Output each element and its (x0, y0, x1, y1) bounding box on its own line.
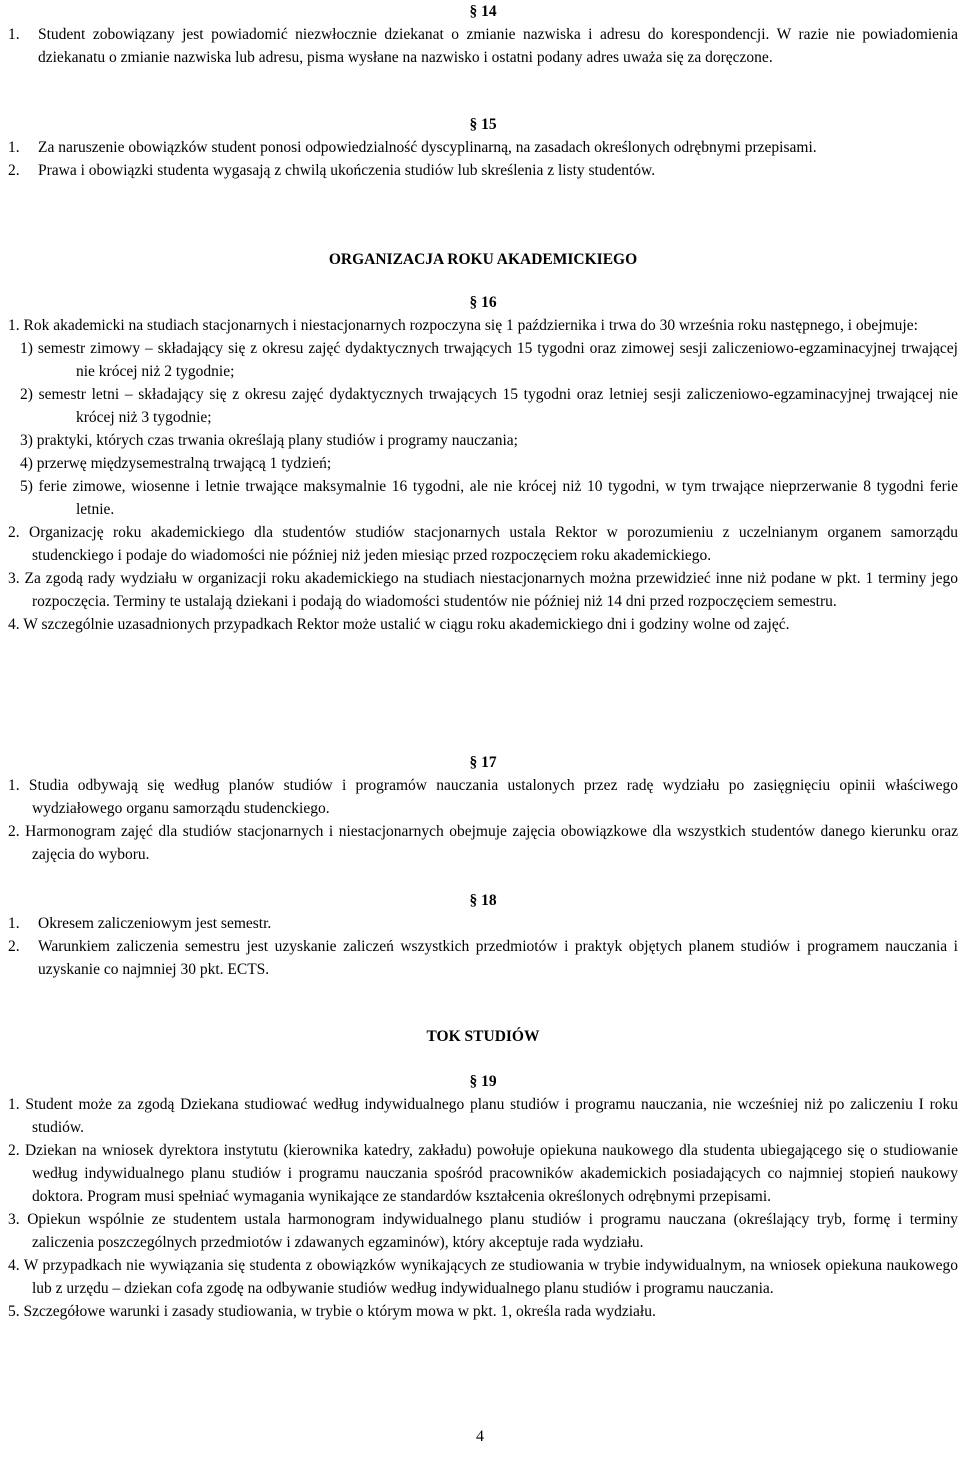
item-number: 2. (8, 938, 20, 955)
paragraph-title: § 19 (469, 1073, 497, 1090)
list-item (8, 23, 958, 69)
list-item (8, 159, 958, 182)
section-16 (8, 291, 958, 636)
list-item: 1. Studia odbywają się według planów studiów i programów nauczania ustalonych przez radę wydziału po zasięgnięciu opinii właściwego wydziałowego organu samorządu studenckiego. (8, 777, 958, 817)
item-text: Prawa i obowiązki studenta wygasają z chwilą ukończenia studiów lub skreślenia z listy studentów. (38, 162, 656, 179)
list-item: 4. W przypadkach nie wywiązania się studenta z obowiązków wynikających ze studiowania w trybie indywidualnym, na wniosek opiekuna naukowego lub z urzędu – dziekan cofa zgodę na odbywanie studiów według indywidualnego planu studiów i programu nauczania. (8, 1257, 958, 1297)
list-item: 3. Za zgodą rady wydziału w organizacji roku akademickiego na studiach niestacjonarnych można przewidzieć inne niż podane w pkt. 1 terminy jego rozpoczęcia. Terminy te ustalają dziekani i podają do wiadomości studentów nie później niż 14 dni przed rozpoczęciem semestru. (8, 570, 958, 610)
page-number: 4 (476, 1428, 484, 1445)
paragraph-title: § 14 (469, 3, 497, 20)
section-heading: ORGANIZACJA ROKU AKADEMICKIEGO (328, 251, 638, 268)
item-number: 1. (8, 26, 20, 43)
list-item: 1. Student może za zgodą Dziekana studiować według indywidualnego planu studiów i programu nauczania, nie wcześniej niż po zaliczeniu I roku studiów. (8, 1096, 958, 1136)
sub-item: 3) praktyki, których czas trwania określają plany studiów i programy nauczania; (20, 432, 518, 449)
heading-organizacja (8, 248, 958, 271)
list-item (8, 935, 958, 981)
sub-item: 5) ferie zimowe, wiosenne i letnie trwające maksymalnie 16 tygodni, ale nie krócej niż 10 tygodni, w tym trwające nieprzerwanie 8 tygodni ferie letnie. (20, 478, 958, 518)
item-text: Warunkiem zaliczenia semestru jest uzyskanie zaliczeń wszystkich przedmiotów i praktyk objętych planem studiów i programem nauczania i uzyskanie co najmniej 30 pkt. ECTS. (38, 938, 958, 978)
list-item (8, 136, 958, 159)
paragraph-title: § 15 (469, 116, 497, 133)
section-19 (8, 1070, 958, 1323)
item-text: Okresem zaliczeniowym jest semestr. (38, 915, 272, 932)
item-number: 1. (8, 915, 20, 932)
list-item: 3. Opiekun wspólnie ze studentem ustala harmonogram indywidualnego planu studiów i programu nauczana (określający tryb, formę i terminy zaliczenia poszczególnych przedmiotów i zdawanych egzaminów), który akceptuje rada wydziału. (8, 1211, 958, 1251)
paragraph-title: § 16 (469, 294, 497, 311)
section-18 (8, 889, 958, 981)
list-item: 2. Organizację roku akademickiego dla studentów studiów stacjonarnych ustala Rektor w porozumieniu z uczelnianym organem samorządu studenckiego i podaje do wiadomości nie później niż jeden miesiąc przed rozpoczęciem roku akademickiego. (8, 524, 958, 564)
section-14 (8, 0, 958, 69)
section-17 (8, 751, 958, 866)
list-item: 2. Harmonogram zajęć dla studiów stacjonarnych i niestacjonarnych obejmuje zajęcia obowiązkowe dla wszystkich studentów danego kierunku oraz zajęcia do wyboru. (8, 823, 958, 863)
paragraph-title: § 18 (469, 892, 497, 909)
list-item (8, 912, 958, 935)
item-number: 2. (8, 162, 20, 179)
list-item: 4. W szczególnie uzasadnionych przypadkach Rektor może ustalić w ciągu roku akademickiego dni i godziny wolne od zajęć. (8, 616, 790, 633)
section-15 (8, 113, 958, 182)
sub-item: 2) semestr letni – składający się z okresu zajęć dydaktycznych trwających 15 tygodni oraz letniej sesji zaliczeniowo-egzaminacyjnej trwającej nie krócej niż 3 tygodnie; (20, 386, 958, 426)
list-item: 5. Szczegółowe warunki i zasady studiowania, w trybie o którym mowa w pkt. 1, określa rada wydziału. (8, 1303, 656, 1320)
sub-item: 4) przerwę międzysemestralną trwającą 1 tydzień; (20, 455, 332, 472)
paragraph-title: § 17 (469, 754, 497, 771)
heading-tok-studiow (8, 1025, 958, 1048)
sub-item: 1) semestr zimowy – składający się z okresu zajęć dydaktycznych trwających 15 tygodni oraz zimowej sesji zaliczeniowo-egzaminacyjnej trwającej nie krócej niż 2 tygodnie; (20, 340, 958, 380)
section-heading: TOK STUDIÓW (426, 1028, 540, 1045)
item-text: Za naruszenie obowiązków student ponosi odpowiedzialność dyscyplinarną, na zasadach określonych odrębnymi przepisami. (38, 139, 817, 156)
list-item: 1. Rok akademicki na studiach stacjonarnych i niestacjonarnych rozpoczyna się 1 października i trwa do 30 września roku następnego, i obejmuje: (8, 317, 918, 334)
item-number: 1. (8, 139, 20, 156)
item-text: Student zobowiązany jest powiadomić niezwłocznie dziekanat o zmianie nazwiska i adresu do korespondencji. W razie nie powiadomienia dziekanatu o zmianie nazwiska lub adresu, pisma wysłane na nazwisko i ostatni podany adres uważa się za doręczone. (38, 26, 958, 66)
list-item: 2. Dziekan na wniosek dyrektora instytutu (kierownika katedry, zakładu) powołuje opiekuna naukowego dla studenta ubiegającego się o studiowanie według indywidualnego planu studiów i programu nauczania spośród pracowników akademickich posiadających co najmniej stopień naukowy doktora. Program musi spełniać wymagania wynikające ze standardów kształcenia określonych odrębnymi przepisami. (8, 1142, 958, 1205)
